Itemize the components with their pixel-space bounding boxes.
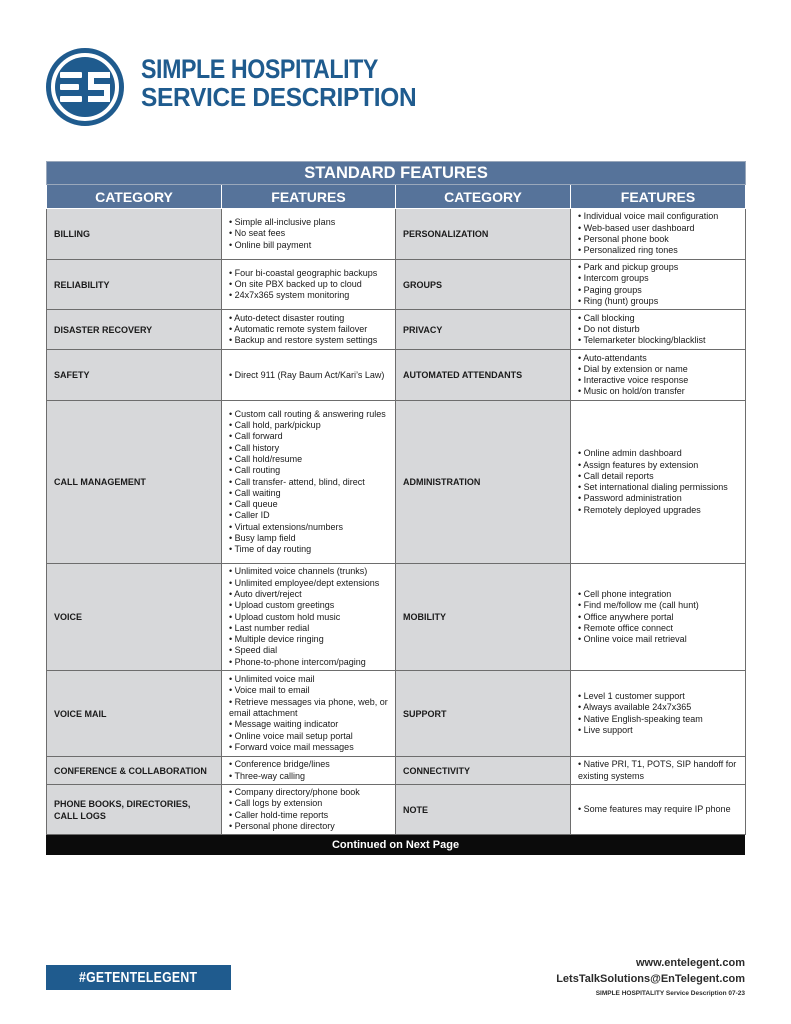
category-cell: BILLING [47, 209, 222, 260]
feature-item: • Web-based user dashboard [578, 222, 695, 233]
feature-item: • Busy lamp field [229, 533, 296, 544]
features-cell [222, 260, 396, 310]
feature-item: • Virtual extensions/numbers [229, 521, 344, 532]
feature-item: • Online admin dashboard [578, 448, 682, 459]
category-cell: CONFERENCE & COLLABORATION [47, 757, 222, 785]
category-cell: CALL MANAGEMENT [47, 401, 222, 564]
feature-item: • Three-way calling [229, 770, 306, 781]
feature-item: • Call forward [229, 431, 283, 442]
feature-item: • 24x7x365 system monitoring [229, 290, 350, 301]
continued-banner: Continued on Next Page [46, 835, 745, 855]
category-cell: PERSONALIZATION [396, 209, 571, 260]
features-cell [222, 350, 396, 401]
feature-item: • Individual voice mail configuration [578, 211, 719, 222]
document-title [141, 56, 434, 111]
features-cell [571, 350, 746, 401]
feature-item: • Call queue [229, 499, 278, 510]
feature-item: • Four bi-coastal geographic backups [229, 267, 378, 278]
feature-item: • Online voice mail setup portal [229, 730, 353, 741]
feature-item: • Call logs by extension [229, 798, 323, 809]
features-cell [222, 564, 396, 671]
features-cell [222, 310, 396, 350]
feature-item: • Call routing [229, 465, 281, 476]
hashtag-badge [46, 965, 231, 990]
feature-item: • Always available 24x7x365 [578, 702, 692, 713]
title-line-1: SIMPLE HOSPITALITY [141, 54, 378, 84]
column-header: FEATURES [571, 185, 746, 209]
table-row [47, 564, 746, 671]
feature-item: • Custom call routing & answering rules [229, 408, 386, 419]
feature-item: • Auto-attendants [578, 352, 647, 363]
category-cell: SUPPORT [396, 671, 571, 757]
feature-item: • Some features may require IP phone [578, 804, 731, 815]
feature-item: • Do not disturb [578, 324, 640, 335]
table-banner: STANDARD FEATURES [47, 162, 746, 185]
feature-item: • Conference bridge/lines [229, 759, 330, 770]
table-row [47, 401, 746, 564]
features-cell [571, 785, 746, 835]
table-row [47, 757, 746, 785]
features-cell [222, 785, 396, 835]
feature-item: • Auto-detect disaster routing [229, 312, 345, 323]
category-cell: PRIVACY [396, 310, 571, 350]
feature-item: • Backup and restore system settings [229, 335, 378, 346]
features-cell [222, 757, 396, 785]
feature-item: • Dial by extension or name [578, 363, 688, 374]
email-link[interactable]: LetsTalkSolutions@EnTelegent.com [556, 973, 745, 985]
features-cell [571, 401, 746, 564]
category-cell: VOICE MAIL [47, 671, 222, 757]
entelegent-logo [46, 48, 124, 126]
features-cell [571, 260, 746, 310]
feature-item: • Automatic remote system failover [229, 324, 368, 335]
category-cell: GROUPS [396, 260, 571, 310]
feature-item: • On site PBX backed up to cloud [229, 278, 362, 289]
table-row [47, 785, 746, 835]
feature-item: • Direct 911 (Ray Baum Act/Kari’s Law) [229, 369, 385, 380]
feature-item: • Call blocking [578, 312, 635, 323]
feature-item: • Unlimited voice channels (trunks) [229, 566, 368, 577]
feature-item: • Assign features by extension [578, 459, 699, 470]
table-row [47, 671, 746, 757]
feature-item: • Telemarketer blocking/blacklist [578, 335, 706, 346]
feature-item: • Level 1 customer support [578, 691, 685, 702]
category-cell: VOICE [47, 564, 222, 671]
feature-item: • Live support [578, 724, 633, 735]
feature-item: • Multiple device ringing [229, 634, 324, 645]
feature-item: • Personal phone directory [229, 821, 335, 832]
feature-item: • Unlimited voice mail [229, 674, 315, 685]
features-cell [222, 209, 396, 260]
features-cell [571, 757, 746, 785]
category-cell: SAFETY [47, 350, 222, 401]
category-cell: PHONE BOOKS, DIRECTORIES, CALL LOGS [47, 785, 222, 835]
feature-item: • Online voice mail retrieval [578, 634, 687, 645]
website-link[interactable]: www.entelegent.com [635, 957, 745, 969]
category-cell: NOTE [396, 785, 571, 835]
category-cell: AUTOMATED ATTENDANTS [396, 350, 571, 401]
feature-item: • Native PRI, T1, POTS, SIP handoff for existing systems [578, 759, 737, 781]
feature-item: • Find me/follow me (call hunt) [578, 600, 699, 611]
feature-item: • Paging groups [578, 284, 642, 295]
feature-item: • Call hold, park/pickup [229, 420, 321, 431]
feature-item: • Call transfer- attend, blind, direct [229, 476, 365, 487]
feature-item: • Upload custom greetings [229, 600, 335, 611]
feature-item: • Park and pickup groups [578, 262, 679, 272]
column-header: CATEGORY [396, 185, 571, 209]
feature-item: • Music on hold/on transfer [578, 386, 685, 397]
table-row [47, 310, 746, 350]
feature-item: • Call waiting [229, 487, 281, 498]
feature-item: • Last number redial [229, 622, 310, 633]
feature-item: • Message waiting indicator [229, 719, 339, 730]
hashtag-text: #GETENTELEGENT [79, 969, 198, 986]
table-row [47, 209, 746, 260]
feature-item: • Auto divert/reject [229, 588, 302, 599]
feature-item: • Ring (hunt) groups [578, 295, 659, 306]
features-cell [571, 209, 746, 260]
column-header: CATEGORY [47, 185, 222, 209]
feature-item: • Retrieve messages via phone, web, or email attachment [229, 696, 388, 719]
feature-item: • Set international dialing permissions [578, 482, 728, 493]
feature-item: • Call hold/resume [229, 453, 303, 464]
feature-item: • Forward voice mail messages [229, 741, 354, 752]
category-cell: MOBILITY [396, 564, 571, 671]
title-line-2: SERVICE DESCRIPTION [141, 82, 417, 112]
feature-item: • Remote office connect [578, 622, 674, 633]
features-cell [222, 401, 396, 564]
feature-item: • Speed dial [229, 645, 278, 656]
category-cell: ADMINISTRATION [396, 401, 571, 564]
feature-item: • Interactive voice response [578, 375, 689, 386]
feature-item: • Unlimited employee/dept extensions [229, 577, 380, 588]
feature-item: • Caller ID [229, 510, 270, 521]
features-table [46, 161, 745, 855]
feature-item: • Intercom groups [578, 273, 649, 284]
category-cell: RELIABILITY [47, 260, 222, 310]
feature-item: • Upload custom hold music [229, 611, 341, 622]
feature-item: • Voice mail to email [229, 685, 310, 696]
feature-item: • Call detail reports [578, 470, 654, 481]
feature-item: • Online bill payment [229, 239, 312, 250]
features-cell [222, 671, 396, 757]
contact-block [556, 955, 745, 1001]
category-cell: DISASTER RECOVERY [47, 310, 222, 350]
table-row [47, 350, 746, 401]
feature-item: • Password administration [578, 493, 682, 504]
feature-item: • Simple all-inclusive plans [229, 217, 336, 228]
feature-item: • Native English-speaking team [578, 713, 703, 724]
column-header: FEATURES [222, 185, 396, 209]
feature-item: • Call history [229, 442, 280, 453]
features-cell [571, 671, 746, 757]
feature-item: • Personalized ring tones [578, 245, 678, 256]
feature-item: • Personal phone book [578, 234, 669, 244]
feature-item: • Office anywhere portal [578, 611, 674, 622]
table-row [47, 260, 746, 310]
feature-item: • Cell phone integration [578, 588, 672, 599]
feature-item: • Time of day routing [229, 544, 312, 555]
feature-item: • Caller hold-time reports [229, 809, 329, 820]
document-id: SIMPLE HOSPITALITY Service Description 07-23 [595, 990, 745, 997]
features-cell [571, 310, 746, 350]
feature-item: • Phone-to-phone intercom/paging [229, 656, 366, 667]
features-cell [571, 564, 746, 671]
feature-item: • Remotely deployed upgrades [578, 504, 701, 515]
feature-item: • Company directory/phone book [229, 787, 360, 798]
category-cell: CONNECTIVITY [396, 757, 571, 785]
feature-item: • No seat fees [229, 228, 286, 239]
